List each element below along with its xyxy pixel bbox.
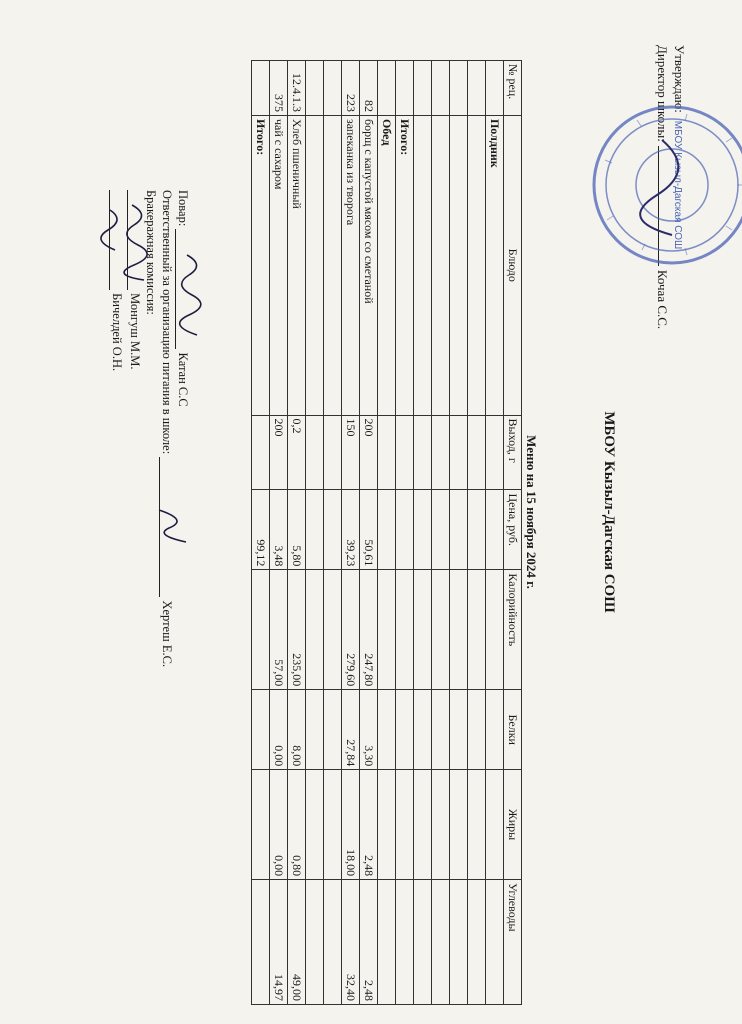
responsible-label: Ответственный за организацию питания в школе:: [160, 190, 174, 455]
col-header: Белки: [504, 690, 522, 770]
cell-carb: 2,48: [360, 880, 378, 1005]
menu-table: [251, 60, 522, 1005]
cell-dish: Хлеб пшеничный: [288, 115, 306, 415]
cell-carb: 32,40: [342, 880, 360, 1005]
cell-prot: 3,30: [360, 690, 378, 770]
col-header: Блюдо: [504, 115, 522, 415]
cell-cal: 247,80: [360, 570, 378, 690]
director-label: Директор школы:: [655, 45, 670, 142]
cell-dish: чай с сахаром: [270, 115, 288, 415]
table-row: [270, 61, 288, 1005]
cell-out: 200: [270, 415, 288, 490]
cell-rec: 12.4.1.3: [288, 61, 306, 116]
cell-carb: 14,97: [270, 880, 288, 1005]
cell-prot: 27,84: [342, 690, 360, 770]
table-header-row: [504, 61, 522, 1005]
table-row: [288, 61, 306, 1005]
col-header: Жиры: [504, 770, 522, 880]
grand-total-row: [252, 61, 270, 1005]
cell-prot: 0,00: [270, 690, 288, 770]
cell-price: 5,80: [288, 490, 306, 570]
stamp-center-text: МБОУ Кызыл-Дагская СОШ: [672, 120, 683, 250]
col-header: Углеводы: [504, 880, 522, 1005]
table-row: [432, 61, 450, 1005]
cell-fat: 0,00: [270, 770, 288, 880]
grand-total-label: Итого:: [252, 115, 270, 415]
approval-label: Утверждаю:: [672, 45, 687, 113]
cell-fat: 0,80: [288, 770, 306, 880]
section-snack: Полдник: [486, 115, 504, 415]
cell-rec: 375: [270, 61, 288, 116]
cell-price: 39,23: [342, 490, 360, 570]
cell-fat: 2,48: [360, 770, 378, 880]
responsible-name: Хертеш Е.С.: [160, 600, 174, 668]
cell-cal: 279,60: [342, 570, 360, 690]
cell-out: 150: [342, 415, 360, 490]
col-header: Цена, руб.: [504, 490, 522, 570]
school-name: МБОУ Кызыл-Дагская СОШ: [601, 411, 617, 613]
cell-price: 3,48: [270, 490, 288, 570]
member2-name: Бичелдей О.Н.: [110, 293, 124, 372]
cell-fat: 18,00: [342, 770, 360, 880]
cook-handwritten-signature: [177, 250, 207, 340]
cook-name: Катан С.С: [176, 352, 190, 407]
cell-out: 0,2: [288, 415, 306, 490]
table-row: [360, 61, 378, 1005]
table-row: [468, 61, 486, 1005]
responsible-signature: [159, 190, 174, 667]
col-header: Выход, г: [504, 415, 522, 490]
cell-price: 50,61: [360, 490, 378, 570]
table-row: [414, 61, 432, 1005]
table-row: [450, 61, 468, 1005]
cell-rec: 223: [342, 61, 360, 116]
section-row: [378, 61, 396, 1005]
member1-name: Монгуш М.М.: [128, 293, 142, 370]
cell-dish: борщ с капустой мясом со сметаной: [360, 115, 378, 415]
cell-cal: 57,00: [270, 570, 288, 690]
menu-title: Меню на 15 ноября 2024 г.: [524, 435, 539, 589]
commission-label: Бракеражная комиссия:: [144, 190, 158, 315]
commission-handwritten-signatures: [100, 200, 150, 290]
section-lunch: Обед: [378, 115, 396, 415]
table-row: [342, 61, 360, 1005]
cell-carb: 49,00: [288, 880, 306, 1005]
section-total-row: [396, 61, 414, 1005]
cell-rec: 82: [360, 61, 378, 116]
table-row: [306, 61, 324, 1005]
cell-dish: запеканка из творога: [342, 115, 360, 415]
cell-out: 200: [360, 415, 378, 490]
col-header: № рец.: [504, 61, 522, 116]
cell-cal: 235,00: [288, 570, 306, 690]
director-name: Кочаа С.С.: [655, 269, 670, 330]
table-row: [324, 61, 342, 1005]
section-total-label: Итого:: [396, 115, 414, 415]
col-header: Калорийность: [504, 570, 522, 690]
cook-label: Повар:: [176, 190, 190, 227]
responsible-handwritten-signature: [154, 500, 194, 550]
section-row: [486, 61, 504, 1005]
cook-sign-line: [175, 229, 176, 349]
cell-prot: 8,00: [288, 690, 306, 770]
grand-total-price: 99,12: [252, 490, 270, 570]
